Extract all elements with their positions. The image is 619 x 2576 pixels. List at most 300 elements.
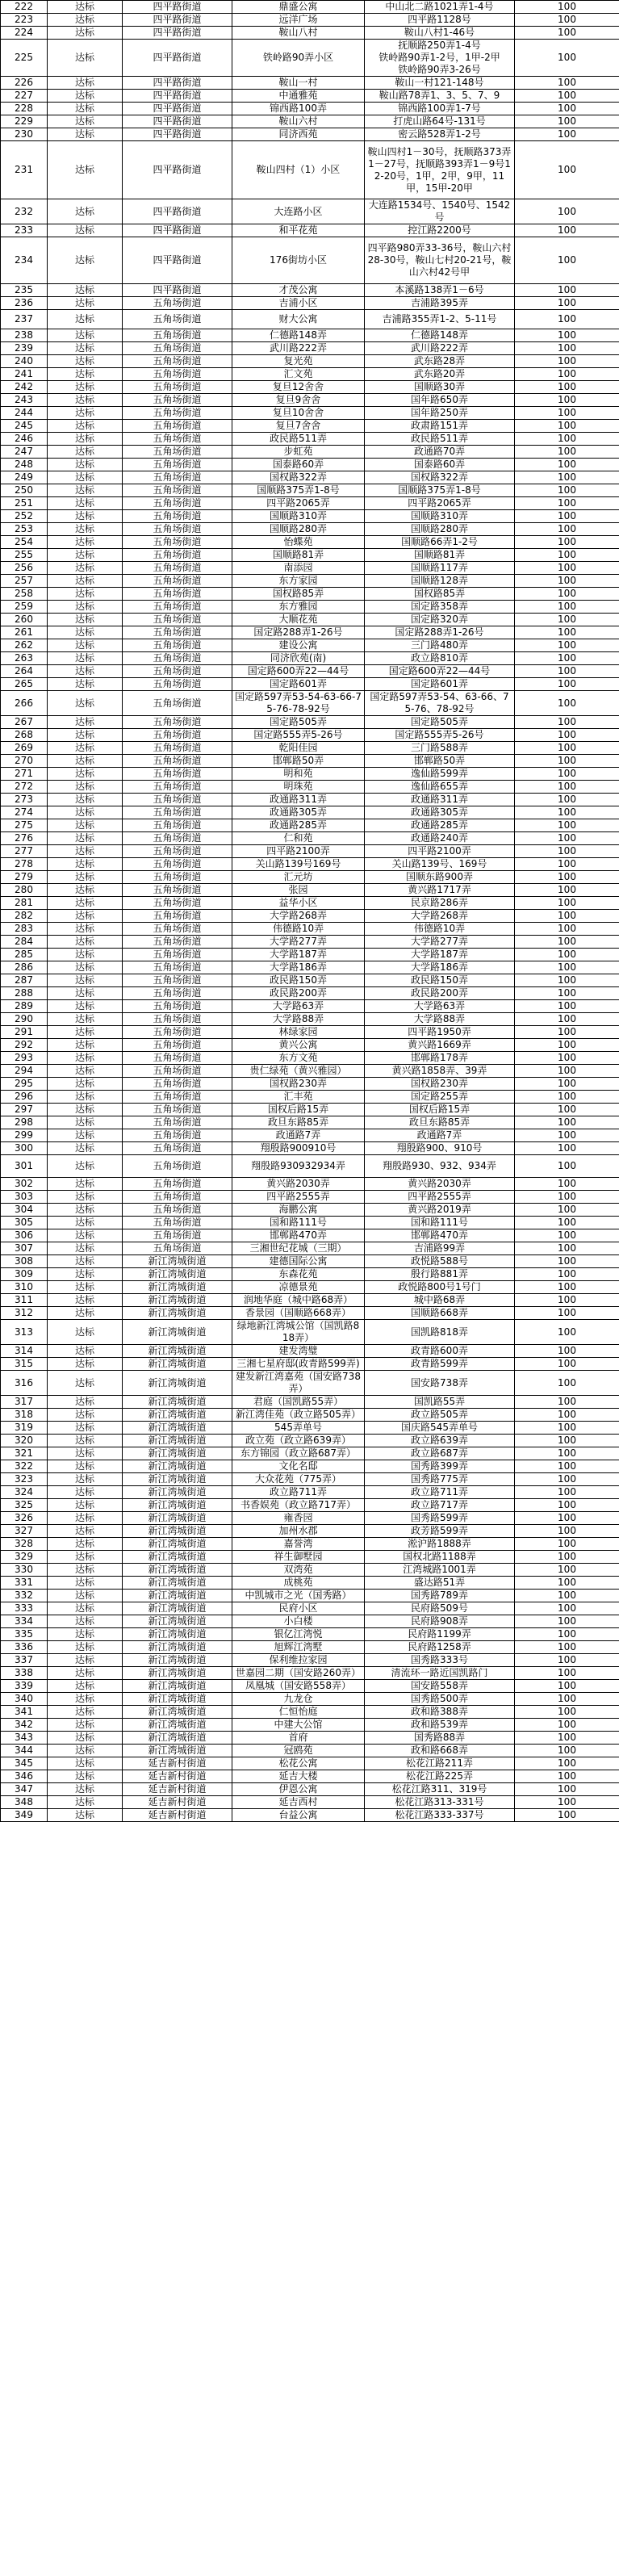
street-cell: 新江湾城街道: [123, 1525, 232, 1538]
address-cell: 关山路139号、169号: [365, 858, 515, 871]
table-row: [1, 781, 619, 794]
community-name-cell: 四平路2555弄: [232, 1191, 365, 1204]
row-number-cell: 237: [1, 310, 48, 329]
community-name-cell: 仁恒怡庭: [232, 1706, 365, 1719]
street-cell: 五角场街道: [123, 310, 232, 329]
status-cell: 达标: [48, 115, 123, 128]
community-name-cell: 鞍山八村: [232, 27, 365, 40]
community-name-cell: 汇丰苑: [232, 1091, 365, 1104]
community-name-cell: 国定路600弄22—44号: [232, 665, 365, 678]
score-cell: 100: [515, 103, 619, 115]
score-cell: 100: [515, 1499, 619, 1512]
community-name-cell: 翔殷路900910号: [232, 1142, 365, 1155]
status-cell: 达标: [48, 626, 123, 639]
table-row: [1, 1641, 619, 1654]
community-name-cell: 首府: [232, 1732, 365, 1745]
row-number-cell: 323: [1, 1473, 48, 1486]
street-cell: 五角场街道: [123, 407, 232, 420]
community-name-cell: 加州水郡: [232, 1525, 365, 1538]
score-cell: 100: [515, 1706, 619, 1719]
status-cell: 达标: [48, 141, 123, 199]
row-number-cell: 293: [1, 1052, 48, 1065]
row-number-cell: 284: [1, 936, 48, 949]
community-name-cell: 大学路63弄: [232, 1000, 365, 1013]
table-row: [1, 1255, 619, 1268]
row-number-cell: 279: [1, 871, 48, 884]
address-cell: 政通路7弄: [365, 1129, 515, 1142]
community-name-cell: 政民路511弄: [232, 433, 365, 446]
row-number-cell: 298: [1, 1116, 48, 1129]
score-cell: 100: [515, 523, 619, 536]
community-name-cell: 国和路111号: [232, 1217, 365, 1229]
status-cell: 达标: [48, 1680, 123, 1693]
score-cell: 100: [515, 652, 619, 665]
table-row: [1, 1602, 619, 1615]
table-row: [1, 1538, 619, 1551]
status-cell: 达标: [48, 355, 123, 368]
score-cell: 100: [515, 433, 619, 446]
row-number-cell: 249: [1, 471, 48, 484]
street-cell: 五角场街道: [123, 884, 232, 897]
row-number-cell: 286: [1, 961, 48, 974]
status-cell: 达标: [48, 1577, 123, 1590]
address-cell: 国凯路55弄: [365, 1396, 515, 1409]
score-cell: 100: [515, 832, 619, 845]
score-cell: 100: [515, 1577, 619, 1590]
row-number-cell: 231: [1, 141, 48, 199]
row-number-cell: 277: [1, 845, 48, 858]
table-row: [1, 884, 619, 897]
community-name-cell: 国定路288弄1-26号: [232, 626, 365, 639]
status-cell: 达标: [48, 1191, 123, 1204]
table-row: [1, 1486, 619, 1499]
address-cell: 政和路539弄: [365, 1719, 515, 1732]
status-cell: 达标: [48, 1525, 123, 1538]
score-cell: 100: [515, 742, 619, 755]
table-row: [1, 819, 619, 832]
community-name-cell: 鞍山四村（1）小区: [232, 141, 365, 199]
street-cell: 五角场街道: [123, 1217, 232, 1229]
row-number-cell: 260: [1, 614, 48, 626]
street-cell: 四平路街道: [123, 77, 232, 90]
table-row: [1, 297, 619, 310]
community-name-cell: 中凯城市之光（国秀路）: [232, 1590, 365, 1602]
address-cell: 政立路711弄: [365, 1486, 515, 1499]
street-cell: 五角场街道: [123, 342, 232, 355]
street-cell: 五角场街道: [123, 1052, 232, 1065]
score-cell: 100: [515, 1447, 619, 1460]
score-cell: 100: [515, 1, 619, 14]
score-cell: 100: [515, 562, 619, 575]
score-cell: 100: [515, 394, 619, 407]
community-name-cell: 黄兴公寓: [232, 1039, 365, 1052]
community-name-cell: 同济西苑: [232, 128, 365, 141]
status-cell: 达标: [48, 806, 123, 819]
table-row: [1, 949, 619, 961]
score-cell: 100: [515, 420, 619, 433]
street-cell: 四平路街道: [123, 224, 232, 237]
table-row: [1, 1178, 619, 1191]
row-number-cell: 252: [1, 510, 48, 523]
community-name-cell: 三湘世纪花城（三期）: [232, 1242, 365, 1255]
score-cell: 100: [515, 1281, 619, 1294]
community-name-cell: 政立苑（政立路639弄）: [232, 1435, 365, 1447]
address-cell: 国定路601弄: [365, 678, 515, 691]
community-name-cell: 延吉西村: [232, 1796, 365, 1809]
table-row: [1, 1000, 619, 1013]
status-cell: 达标: [48, 614, 123, 626]
table-row: [1, 1680, 619, 1693]
street-cell: 五角场街道: [123, 355, 232, 368]
street-cell: 五角场街道: [123, 459, 232, 471]
row-number-cell: 267: [1, 716, 48, 729]
street-cell: 五角场街道: [123, 961, 232, 974]
score-cell: 100: [515, 549, 619, 562]
score-cell: 100: [515, 1460, 619, 1473]
score-cell: 100: [515, 1078, 619, 1091]
row-number-cell: 334: [1, 1615, 48, 1628]
address-cell: 黄兴路1717弄: [365, 884, 515, 897]
row-number-cell: 251: [1, 497, 48, 510]
street-cell: 新江湾城街道: [123, 1680, 232, 1693]
score-cell: 100: [515, 588, 619, 601]
table-row: [1, 141, 619, 199]
table-row: [1, 1371, 619, 1396]
status-cell: 达标: [48, 103, 123, 115]
street-cell: 五角场街道: [123, 858, 232, 871]
status-cell: 达标: [48, 729, 123, 742]
address-cell: 国权路230弄: [365, 1078, 515, 1091]
table-row: [1, 1770, 619, 1783]
community-name-cell: 汇元坊: [232, 871, 365, 884]
row-number-cell: 270: [1, 755, 48, 768]
address-cell: 国安路738弄: [365, 1371, 515, 1396]
street-cell: 五角场街道: [123, 297, 232, 310]
community-name-cell: 小白楼: [232, 1615, 365, 1628]
score-cell: 100: [515, 128, 619, 141]
street-cell: 五角场街道: [123, 781, 232, 794]
address-cell: 鞍山四村1－30号，抚顺路373弄1－27号，抚顺路393弄1－9号12-20号，1甲，2甲，9甲，11甲，15甲-20甲: [365, 141, 515, 199]
status-cell: 达标: [48, 1091, 123, 1104]
street-cell: 新江湾城街道: [123, 1667, 232, 1680]
address-cell: 四平路1128号: [365, 14, 515, 27]
street-cell: 新江湾城街道: [123, 1654, 232, 1667]
table-row: [1, 329, 619, 342]
status-cell: 达标: [48, 484, 123, 497]
street-cell: 五角场街道: [123, 936, 232, 949]
score-cell: 100: [515, 961, 619, 974]
score-cell: 100: [515, 1013, 619, 1026]
table-row: [1, 1473, 619, 1486]
address-cell: 四平路980弄33-36号，鞍山六村28-30号，鞍山七村20-21号，鞍山六村42号甲: [365, 237, 515, 284]
row-number-cell: 299: [1, 1129, 48, 1142]
street-cell: 五角场街道: [123, 510, 232, 523]
address-cell: 大学路277弄: [365, 936, 515, 949]
status-cell: 达标: [48, 1204, 123, 1217]
status-cell: 达标: [48, 1409, 123, 1422]
status-cell: 达标: [48, 27, 123, 40]
status-cell: 达标: [48, 1039, 123, 1052]
row-number-cell: 312: [1, 1307, 48, 1320]
row-number-cell: 338: [1, 1667, 48, 1680]
table-row: [1, 716, 619, 729]
table-row: [1, 1512, 619, 1525]
score-cell: 100: [515, 459, 619, 471]
table-row: [1, 1320, 619, 1345]
score-cell: 100: [515, 1320, 619, 1345]
row-number-cell: 309: [1, 1268, 48, 1281]
address-cell: 国顺路30弄: [365, 381, 515, 394]
address-cell: 政立路505弄: [365, 1409, 515, 1422]
street-cell: 延吉新村街道: [123, 1796, 232, 1809]
score-cell: 100: [515, 716, 619, 729]
community-name-cell: 复旦10舍舍: [232, 407, 365, 420]
community-name-cell: 君庭（国凯路55弄）: [232, 1396, 365, 1409]
score-cell: 100: [515, 1512, 619, 1525]
score-cell: 100: [515, 1667, 619, 1680]
row-number-cell: 322: [1, 1460, 48, 1473]
street-cell: 新江湾城街道: [123, 1590, 232, 1602]
community-name-cell: 武川路222弄: [232, 342, 365, 355]
table-row: [1, 484, 619, 497]
table-row: [1, 497, 619, 510]
row-number-cell: 331: [1, 1577, 48, 1590]
score-cell: 100: [515, 90, 619, 103]
score-cell: 100: [515, 910, 619, 923]
table-row: [1, 1104, 619, 1116]
table-row: [1, 1783, 619, 1796]
street-cell: 五角场街道: [123, 974, 232, 987]
score-cell: 100: [515, 1142, 619, 1155]
table-row: [1, 394, 619, 407]
status-cell: 达标: [48, 1770, 123, 1783]
street-cell: 四平路街道: [123, 1, 232, 14]
status-cell: 达标: [48, 1268, 123, 1281]
community-name-cell: 大学路268弄: [232, 910, 365, 923]
row-number-cell: 307: [1, 1242, 48, 1255]
score-cell: 100: [515, 1602, 619, 1615]
street-cell: 五角场街道: [123, 626, 232, 639]
row-number-cell: 236: [1, 297, 48, 310]
table-row: [1, 1052, 619, 1065]
address-cell: 大学路186弄: [365, 961, 515, 974]
street-cell: 五角场街道: [123, 923, 232, 936]
score-cell: 100: [515, 845, 619, 858]
status-cell: 达标: [48, 310, 123, 329]
address-cell: 大学路88弄: [365, 1013, 515, 1026]
table-row: [1, 858, 619, 871]
status-cell: 达标: [48, 1719, 123, 1732]
row-number-cell: 318: [1, 1409, 48, 1422]
address-cell: 政通路311弄: [365, 794, 515, 806]
address-cell: 国定路555弄5-26号: [365, 729, 515, 742]
score-cell: 100: [515, 381, 619, 394]
row-number-cell: 246: [1, 433, 48, 446]
status-cell: 达标: [48, 1564, 123, 1577]
address-cell: 国顺路375弄1-8号: [365, 484, 515, 497]
table-row: [1, 1693, 619, 1706]
status-cell: 达标: [48, 1, 123, 14]
status-cell: 达标: [48, 652, 123, 665]
status-cell: 达标: [48, 1422, 123, 1435]
status-cell: 达标: [48, 368, 123, 381]
table-row: [1, 1796, 619, 1809]
street-cell: 新江湾城街道: [123, 1602, 232, 1615]
row-number-cell: 281: [1, 897, 48, 910]
table-row: [1, 1268, 619, 1281]
score-cell: 100: [515, 665, 619, 678]
street-cell: 五角场街道: [123, 433, 232, 446]
community-name-cell: 建德国际公寓: [232, 1255, 365, 1268]
address-cell: 国秀路775弄: [365, 1473, 515, 1486]
table-row: [1, 1142, 619, 1155]
score-cell: 100: [515, 199, 619, 224]
score-cell: 100: [515, 819, 619, 832]
row-number-cell: 305: [1, 1217, 48, 1229]
community-name-cell: 邯郸路50弄: [232, 755, 365, 768]
address-cell: 国权路322弄: [365, 471, 515, 484]
score-cell: 100: [515, 1345, 619, 1358]
community-name-cell: 保利维拉家园: [232, 1654, 365, 1667]
address-cell: 大连路1534号、1540号、1542号: [365, 199, 515, 224]
table-row: [1, 1499, 619, 1512]
street-cell: 五角场街道: [123, 1142, 232, 1155]
community-name-cell: 世嘉园二期（国安路260弄）: [232, 1667, 365, 1680]
score-cell: 100: [515, 1719, 619, 1732]
score-cell: 100: [515, 1307, 619, 1320]
street-cell: 新江湾城街道: [123, 1460, 232, 1473]
address-cell: 国定路597弄53-54、63-66、75-76、78-92号: [365, 691, 515, 716]
score-cell: 100: [515, 1745, 619, 1757]
score-cell: 100: [515, 284, 619, 297]
table-row: [1, 910, 619, 923]
address-cell: 政悦路800号1号门: [365, 1281, 515, 1294]
status-cell: 达标: [48, 1667, 123, 1680]
status-cell: 达标: [48, 329, 123, 342]
status-cell: 达标: [48, 588, 123, 601]
community-name-cell: 松花公寓: [232, 1757, 365, 1770]
score-cell: 100: [515, 1116, 619, 1129]
table-row: [1, 14, 619, 27]
row-number-cell: 303: [1, 1191, 48, 1204]
community-name-cell: 大学路186弄: [232, 961, 365, 974]
table-row: [1, 845, 619, 858]
community-name-cell: 大学路277弄: [232, 936, 365, 949]
score-cell: 100: [515, 794, 619, 806]
row-number-cell: 343: [1, 1732, 48, 1745]
status-cell: 达标: [48, 961, 123, 974]
score-cell: 100: [515, 1564, 619, 1577]
status-cell: 达标: [48, 433, 123, 446]
address-cell: 民府路1258弄: [365, 1641, 515, 1654]
table-row: [1, 1564, 619, 1577]
row-number-cell: 257: [1, 575, 48, 588]
table-row: [1, 665, 619, 678]
street-cell: 五角场街道: [123, 381, 232, 394]
table-row: [1, 1435, 619, 1447]
row-number-cell: 316: [1, 1371, 48, 1396]
score-cell: 100: [515, 510, 619, 523]
row-number-cell: 266: [1, 691, 48, 716]
row-number-cell: 253: [1, 523, 48, 536]
row-number-cell: 248: [1, 459, 48, 471]
address-cell: 抚顺路250弄1-4号 铁岭路90弄1-2号，1甲-2甲 铁岭路90弄3-26号: [365, 40, 515, 77]
community-name-cell: 远洋广场: [232, 14, 365, 27]
row-number-cell: 300: [1, 1142, 48, 1155]
row-number-cell: 222: [1, 1, 48, 14]
status-cell: 达标: [48, 1538, 123, 1551]
table-row: [1, 1065, 619, 1078]
table-row: [1, 1551, 619, 1564]
street-cell: 新江湾城街道: [123, 1294, 232, 1307]
community-name-cell: 东森花苑: [232, 1268, 365, 1281]
table-row: [1, 691, 619, 716]
row-number-cell: 311: [1, 1294, 48, 1307]
row-number-cell: 269: [1, 742, 48, 755]
row-number-cell: 278: [1, 858, 48, 871]
address-cell: 武川路222弄: [365, 342, 515, 355]
row-number-cell: 348: [1, 1796, 48, 1809]
street-cell: 新江湾城街道: [123, 1281, 232, 1294]
community-name-cell: 复旦12舍舍: [232, 381, 365, 394]
row-number-cell: 330: [1, 1564, 48, 1577]
street-cell: 五角场街道: [123, 1155, 232, 1178]
address-cell: 政青路599弄: [365, 1358, 515, 1371]
row-number-cell: 306: [1, 1229, 48, 1242]
status-cell: 达标: [48, 297, 123, 310]
street-cell: 五角场街道: [123, 1000, 232, 1013]
community-name-cell: 大众花苑（775弄）: [232, 1473, 365, 1486]
score-cell: 100: [515, 626, 619, 639]
table-row: [1, 407, 619, 420]
table-row: [1, 1294, 619, 1307]
street-cell: 五角场街道: [123, 1129, 232, 1142]
table-row: [1, 459, 619, 471]
row-number-cell: 240: [1, 355, 48, 368]
score-cell: 100: [515, 1129, 619, 1142]
community-name-cell: 同济欣苑(南): [232, 652, 365, 665]
status-cell: 达标: [48, 1796, 123, 1809]
status-cell: 达标: [48, 199, 123, 224]
street-cell: 四平路街道: [123, 40, 232, 77]
street-cell: 五角场街道: [123, 1116, 232, 1129]
score-cell: 100: [515, 1757, 619, 1770]
table-row: [1, 1732, 619, 1745]
community-name-cell: 延吉大楼: [232, 1770, 365, 1783]
row-number-cell: 344: [1, 1745, 48, 1757]
score-cell: 100: [515, 1255, 619, 1268]
score-cell: 100: [515, 1641, 619, 1654]
status-cell: 达标: [48, 523, 123, 536]
community-name-cell: 东方文苑: [232, 1052, 365, 1065]
community-name-cell: 凉德景苑: [232, 1281, 365, 1294]
street-cell: 五角场街道: [123, 755, 232, 768]
street-cell: 四平路街道: [123, 237, 232, 284]
row-number-cell: 333: [1, 1602, 48, 1615]
row-number-cell: 239: [1, 342, 48, 355]
table-row: [1, 1204, 619, 1217]
row-number-cell: 271: [1, 768, 48, 781]
row-number-cell: 250: [1, 484, 48, 497]
score-cell: 100: [515, 987, 619, 1000]
community-name-cell: 海鹏公寓: [232, 1204, 365, 1217]
address-cell: 国凯路818弄: [365, 1320, 515, 1345]
score-cell: 100: [515, 1191, 619, 1204]
address-cell: 民府路908弄: [365, 1615, 515, 1628]
table-row: [1, 1757, 619, 1770]
address-cell: 黄兴路2019弄: [365, 1204, 515, 1217]
street-cell: 四平路街道: [123, 14, 232, 27]
